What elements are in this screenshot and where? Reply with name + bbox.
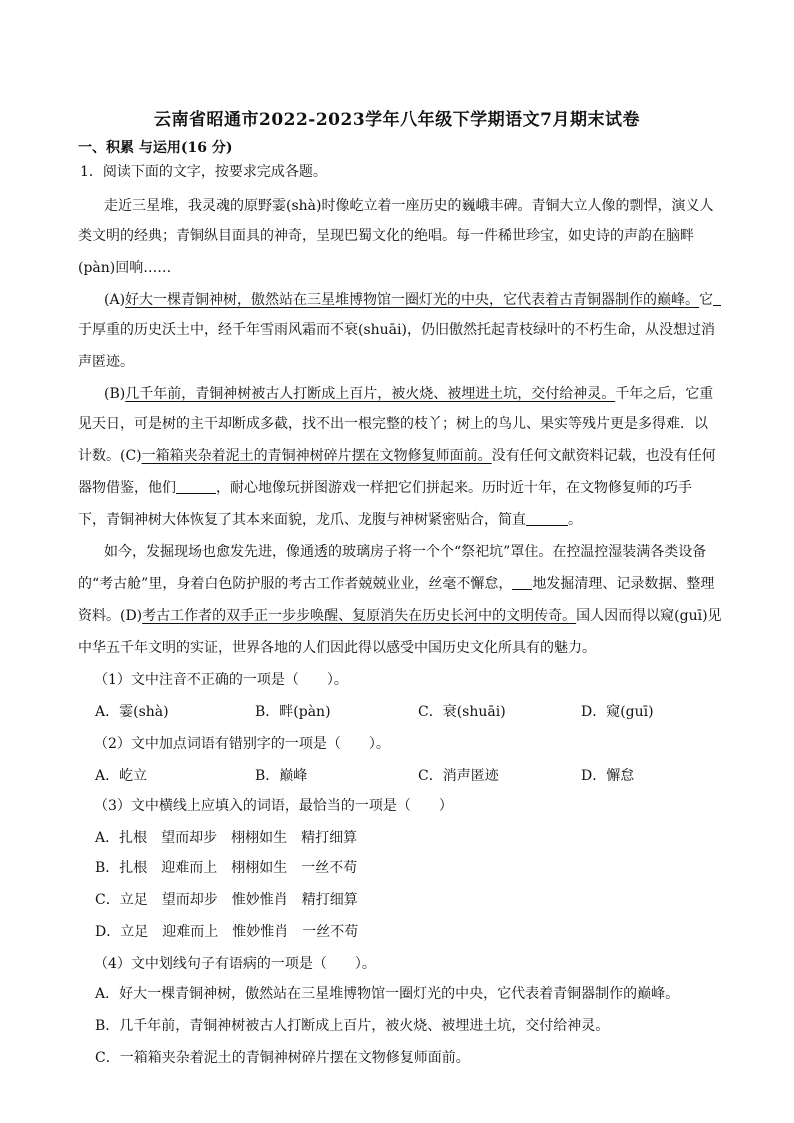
option-c[interactable]: C．立足 望而却步 惟妙惟肖 精打细算 bbox=[95, 892, 358, 908]
passage-text: 地发掘清理、记录数据、整理 bbox=[532, 576, 715, 592]
passage-p3-line1 bbox=[104, 384, 713, 404]
passage-p4-line1: 如今，发掘现场也愈发先进，像通透的玻璃房子将一个个“祭祀坑”罩住。在控温控湿装满各类设备 bbox=[104, 544, 707, 560]
passage-p3-line4 bbox=[78, 478, 692, 498]
fill-blank-1 bbox=[713, 291, 721, 306]
passage-text: 没有任何文献资料记载，也没有任何 bbox=[491, 448, 716, 464]
passage-text: 千年之后，它重 bbox=[615, 386, 714, 402]
passage-text: 国人因而得以窥(guī)见 bbox=[576, 608, 722, 624]
sub-question-4: （4）文中划线句子有语病的一项是（ ）。 bbox=[94, 956, 376, 972]
passage-p3-line5 bbox=[78, 510, 582, 530]
sub-question-2: （2）文中加点词语有错别字的一项是（ ）。 bbox=[94, 736, 390, 752]
section-heading: 一、积累 与运用(16 分) bbox=[78, 140, 233, 156]
option-a[interactable]: A．好大一棵青铜神树，傲然站在三星堆博物馆一圈灯光的中央，它代表着青铜器制作的巅峰。 bbox=[95, 986, 680, 1002]
question-1-intro: 1．阅读下面的文字，按要求完成各题。 bbox=[80, 164, 327, 180]
sub-question-2-options bbox=[95, 766, 745, 786]
sub-question-3: （3）文中横线上应填入的词语，最恰当的一项是（ ） bbox=[94, 798, 453, 814]
sentence-d-label: 资料。(D) bbox=[78, 608, 143, 624]
passage-p2-line3: 声匿迹。 bbox=[78, 354, 134, 370]
passage-text: 。 bbox=[568, 512, 582, 528]
passage-text: 的“考古舱”里，身着白色防护服的考古工作者兢兢业业，丝毫不懈怠， bbox=[78, 576, 513, 592]
option-d[interactable]: D．懈怠 bbox=[581, 768, 635, 784]
sub-question-1: （1）文中注音不正确的一项是（ ）。 bbox=[94, 672, 348, 688]
option-c[interactable]: C．消声匿迹 bbox=[418, 768, 499, 784]
fill-blank-4 bbox=[512, 575, 532, 590]
option-b[interactable]: B．扎根 迎难而上 栩栩如生 一丝不苟 bbox=[95, 860, 358, 876]
fill-blank-3 bbox=[526, 511, 568, 526]
passage-text: 器物借鉴，他们 bbox=[78, 480, 176, 496]
passage-p2-line1 bbox=[104, 290, 721, 310]
option-d[interactable]: D．窥(guī) bbox=[581, 704, 654, 720]
passage-p2-line2: 于厚重的历史沃土中，经千年雪雨风霜而不衰(shuāi)，仍旧傲然托起青枝绿叶的不朽生命，从没想过消 bbox=[78, 322, 715, 338]
sentence-b-label: (B) bbox=[104, 386, 126, 402]
passage-text: 下，青铜神树大体恢复了其本来面貌，龙爪、龙腹与神树紧密贴合，简直 bbox=[78, 512, 526, 528]
underlined-sentence-a: 好大一棵青铜神树，傲然站在三星堆博物馆一圈灯光的中央，它代表着古青铜器制作的巅峰。 bbox=[125, 292, 700, 308]
passage-p4-line2 bbox=[78, 574, 714, 594]
option-b[interactable]: B．几千年前，青铜神树被古人打断成上百片，被火烧、被埋进土坑，交付给神灵。 bbox=[95, 1018, 610, 1034]
passage-p4-line4: 中华五千年文明的实证，世界各地的人们因此得以感受中国历史文化所具有的魅力。 bbox=[78, 640, 596, 656]
passage-p3-line2: 见天日，可是树的主干却断成多截，找不出一根完整的枝丫；树上的鸟儿、果实等残片更是多得难．以 bbox=[78, 416, 708, 432]
page-title: 云南省昭通市2022-2023学年八年级下学期语文7月期末试卷 bbox=[153, 110, 640, 130]
underlined-sentence-c: 一箱箱夹杂着泥土的青铜神树碎片摆在文物修复师面前。 bbox=[141, 448, 492, 464]
option-a[interactable]: A．霎(shà) bbox=[95, 704, 169, 720]
fill-blank-2 bbox=[176, 479, 216, 494]
option-a[interactable]: A．扎根 望而却步 栩栩如生 精打细算 bbox=[95, 830, 358, 846]
passage-text: ，耐心地像玩拼图游戏一样把它们拼起来。历时近十年，在文物修复师的巧手 bbox=[216, 480, 692, 496]
passage-p1-line2: 类文明的经典；青铜纵目面具的神奇，呈现巴蜀文化的绝唱。每一件稀世珍宝，如史诗的声韵在脑畔 bbox=[78, 228, 694, 244]
passage-text: 它 bbox=[699, 292, 714, 308]
passage-p3-line3 bbox=[78, 446, 716, 466]
passage-p4-line3 bbox=[78, 606, 722, 626]
option-b[interactable]: B．畔(pàn) bbox=[255, 704, 331, 720]
option-c[interactable]: C．一箱箱夹杂着泥土的青铜神树碎片摆在文物修复师面前。 bbox=[95, 1050, 470, 1066]
option-c[interactable]: C．衰(shuāi) bbox=[418, 704, 506, 720]
passage-p1-line3: (pàn)回响…… bbox=[78, 260, 172, 276]
option-d[interactable]: D．立足 迎难而上 惟妙惟肖 一丝不苟 bbox=[95, 924, 359, 940]
passage-p1-line1: 走近三星堆，我灵魂的原野霎(shà)时像屹立着一座历史的巍峨丰碑。青铜大立人像的剽悍，演义人 bbox=[104, 198, 714, 214]
sentence-a-label: (A) bbox=[104, 292, 126, 308]
passage-text: 计数。(C) bbox=[78, 448, 142, 464]
sub-question-1-options bbox=[95, 702, 745, 722]
underlined-sentence-d: 考古工作者的双手正一步步唤醒、复原消失在历史长河中的文明传奇。 bbox=[142, 608, 577, 624]
underlined-sentence-b: 几千年前，青铜神树被古人打断成上百片，被火烧、被埋进土坑，交付给神灵。 bbox=[125, 386, 616, 402]
option-a[interactable]: A．屹立 bbox=[95, 768, 148, 784]
option-b[interactable]: B．巅峰 bbox=[255, 768, 308, 784]
